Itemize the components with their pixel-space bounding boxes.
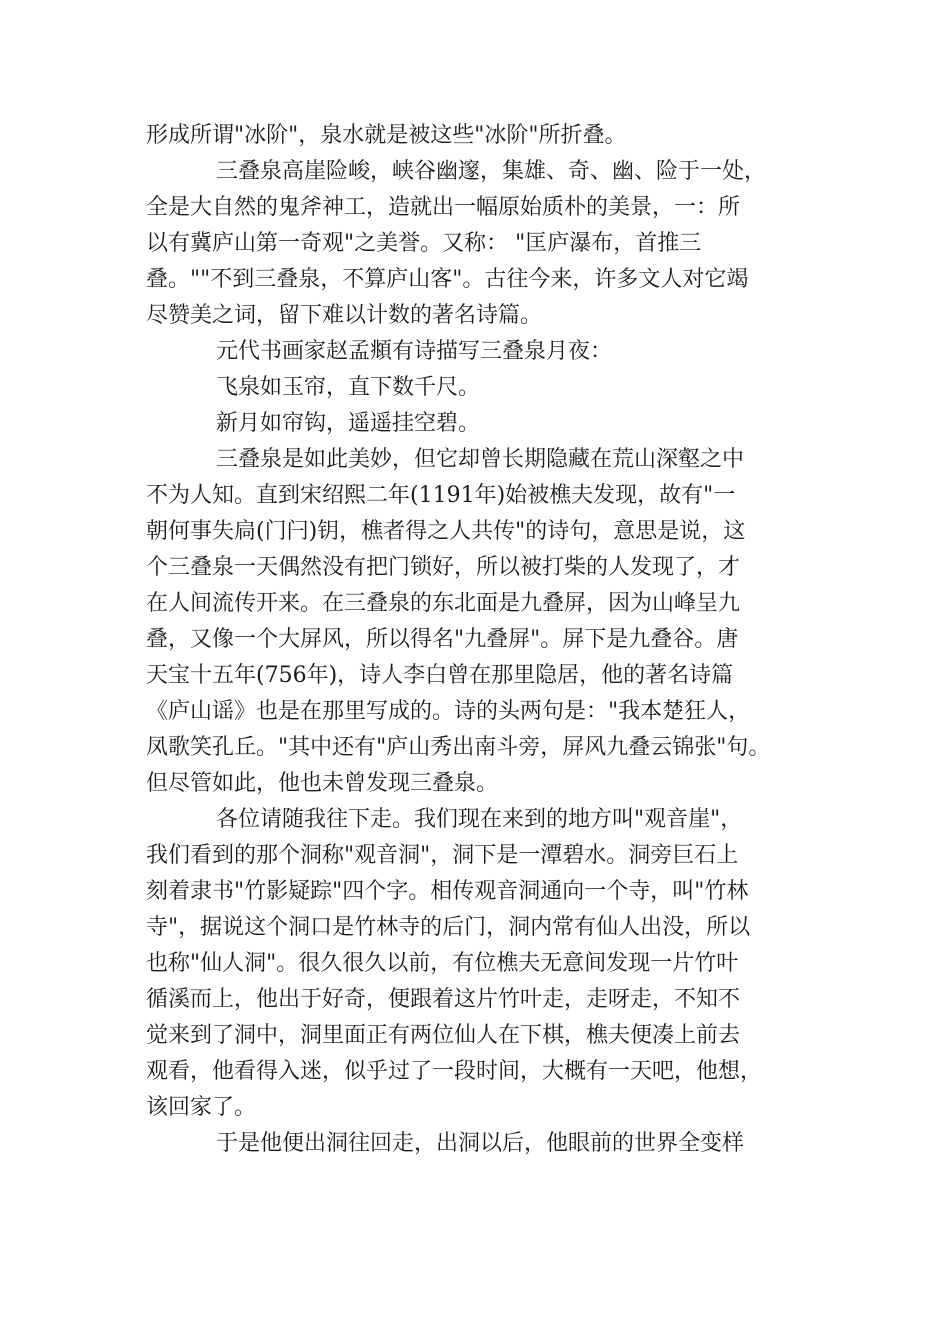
text-line: 以有冀庐山第一奇观"之美誉。又称： "匡庐瀑布，首推三 [146,231,702,256]
paragraph-start-line: 三叠泉是如此美妙，但它却曾长期隐藏在荒山深壑之中 [216,447,745,472]
text-line: 叠，又像一个大屏风，所以得名"九叠屏"。屏下是九叠谷。唐 [146,627,739,652]
text-line: 全是大自然的鬼斧神工，造就出一幅原始质朴的美景，一：所 [146,195,741,220]
paragraph-start-line: 三叠泉高崖险峻，峡谷幽邃，集雄、奇、幽、险于一处， [216,159,767,184]
text-line: 也称"仙人洞"。很久很久以前，有位樵夫无意间发现一片竹叶 [146,951,739,976]
text-line: 我们看到的那个洞称"观音洞"，洞下是一潭碧水。洞旁巨石上 [146,843,739,868]
paragraph-start-line: 元代书画家赵孟頫有诗描写三叠泉月夜： [216,339,613,364]
text-line: 但尽管如此，他也未曾发现三叠泉。 [146,771,499,796]
text-line: 在人间流传开来。在三叠泉的东北面是九叠屏，因为山峰呈九 [146,591,741,616]
text-line: 个三叠泉一天偶然没有把门锁好，所以被打柴的人发现了，才 [146,555,741,580]
text-line: 不为人知。直到宋绍熙二年(1191年)始被樵夫发现，故有"一 [146,483,736,508]
text-line: 叠。""不到三叠泉，不算庐山客"。古往今来，许多文人对它竭 [146,267,749,292]
paragraph-start-line: 各位请随我往下走。我们现在来到的地方叫"观音崖"， [216,807,743,832]
poem-line: 新月如帘钩，遥遥挂空碧。 [216,411,481,436]
text-line: 《庐山谣》也是在那里写成的。诗的头两句是："我本楚狂人， [146,699,751,724]
document-body [146,118,826,1162]
poem-line: 飞泉如玉帘，直下数千尺。 [216,375,481,400]
text-line: 凤歌笑孔丘。"其中还有"庐山秀出南斗旁，屏风九叠云锦张"句。 [146,735,771,760]
text-line: 该回家了。 [146,1095,257,1120]
text-line: 寺"，据说这个洞口是竹林寺的后门，洞内常有仙人出没，所以 [146,915,751,940]
text-line: 形成所谓"冰阶"，泉水就是被这些"冰阶"所折叠。 [146,123,627,148]
text-line: 观看，他看得入迷，似乎过了一段时间，大概有一天吧，他想， [146,1059,763,1084]
text-line: 天宝十五年(756年)，诗人李白曾在那里隐居，他的著名诗篇 [146,663,734,688]
text-line: 尽赞美之词，留下难以计数的著名诗篇。 [146,303,543,328]
text-line: 循溪而上，他出于好奇，便跟着这片竹叶走，走呀走，不知不 [146,987,741,1012]
text-line: 朝何事失扃(门闩)钥，樵者得之人共传"的诗句，意思是说，这 [146,519,746,544]
text-line: 觉来到了洞中，洞里面正有两位仙人在下棋，樵夫便凑上前去 [146,1023,741,1048]
text-line: 刻着隶书"竹影疑踪"四个字。相传观音洞通向一个寺，叫"竹林 [146,879,749,904]
paragraph-start-line: 于是他便出洞往回走，出洞以后，他眼前的世界全变样 [216,1131,745,1156]
